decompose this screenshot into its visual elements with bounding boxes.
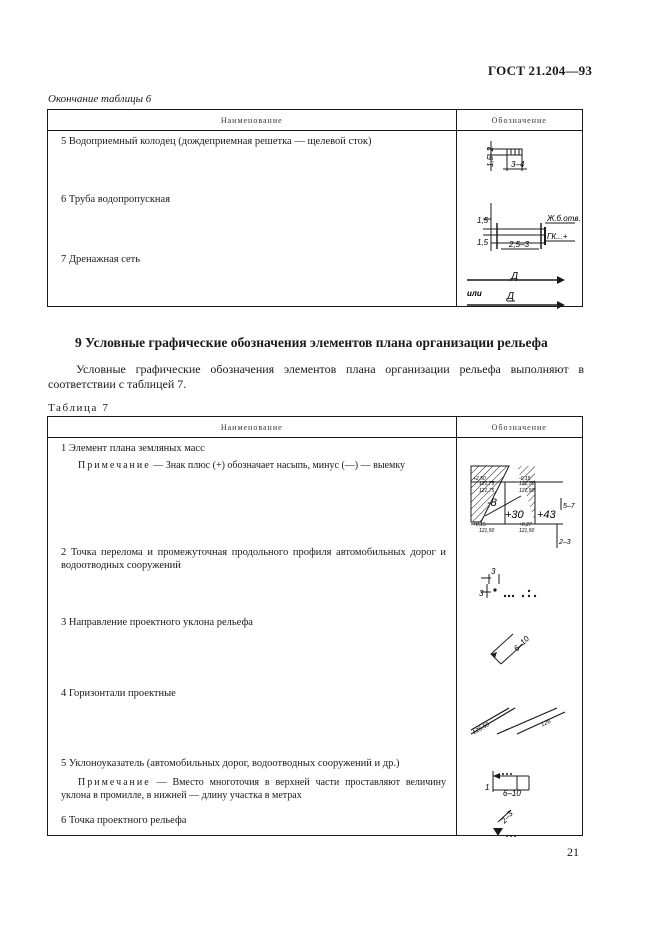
dim-label: 6–10	[511, 634, 531, 654]
dim-label: 3	[478, 589, 483, 598]
dim-label: 5–7	[562, 503, 575, 510]
col-header-symbol: Обозначение	[456, 110, 583, 131]
note-prefix: Примечание	[78, 777, 151, 788]
col-header-name: Наименование	[48, 110, 457, 131]
cut-value: -8	[486, 497, 497, 509]
fill-value: +43	[536, 509, 556, 521]
culvert-label-a: Ж.б.отв.	[546, 214, 581, 223]
mark-label: +0,27	[518, 522, 532, 528]
table-row: 2 Точка перелома и промежуточная продольного профиля автомобильных дорог и водоотводных сооружений	[61, 547, 446, 571]
dim-label: 2–3	[498, 809, 515, 826]
drainage-letter: Д	[506, 291, 514, 302]
dim-label: 3	[490, 567, 495, 576]
table7-caption: Таблица 7	[48, 402, 110, 414]
page-number: 21	[567, 845, 579, 859]
table-row: 6 Труба водопропускная	[61, 194, 171, 205]
note-text: — Вместо многоточия в верхней части проставляют величину уклона в промилле, в нижней — длину участка в метрах	[61, 777, 446, 801]
table-row: 1 Элемент плана земляных масс	[61, 443, 205, 454]
drainage-network-symbol	[457, 131, 583, 307]
mark-label: 121,50	[478, 528, 494, 534]
mark-label: 121,75	[478, 481, 494, 487]
dim-label: 6–10	[502, 789, 521, 798]
table-row: 4 Горизонтали проектные	[61, 688, 176, 699]
table-row: 6 Точка проектного рельефа	[61, 815, 187, 826]
section-paragraph: Условные графические обозначения элементов плана организации рельефа выполняют в соответствии с таблицей 7.	[48, 362, 584, 391]
table6-end	[47, 109, 583, 307]
section-title: 9 Условные графические обозначения элементов плана организации рельефа	[75, 335, 548, 350]
dim-label: 2–3	[558, 539, 571, 546]
mark-label: -0,15	[518, 476, 530, 482]
mark-label: 121,50	[518, 528, 534, 534]
col-header-symbol: Обозначение	[456, 417, 583, 438]
dim-label: 1,5	[476, 216, 488, 225]
table-row: 5 Уклоноуказатель (автомобильных дорог, водоотводных сооружений и др.)	[61, 758, 400, 769]
mark-label: +2,50	[472, 476, 486, 482]
standard-code: ГОСТ 21.204—93	[488, 63, 593, 78]
dim-label: 3–4	[510, 160, 524, 169]
table-note	[61, 459, 446, 472]
drainage-letter: Д	[510, 271, 518, 282]
dim-label: 1,5–2	[485, 146, 495, 167]
dim-label: 2,5–3	[508, 240, 529, 249]
table-row: 7 Дренажная сеть	[61, 254, 141, 265]
mark-label: +0,15	[472, 522, 486, 528]
mark-label: 121,70	[518, 481, 534, 487]
note-prefix: Примечание	[78, 460, 151, 471]
design-relief-point-symbol	[457, 438, 583, 836]
table6-names-cell	[48, 131, 457, 307]
col-header-name: Наименование	[48, 417, 457, 438]
contour-label: 125,50	[471, 721, 491, 737]
table6-caption: Окончание таблицы 6	[48, 93, 152, 105]
table6-symbols-cell	[456, 131, 583, 307]
culvert-label-b: ГК...+	[546, 232, 567, 241]
table7-names-cell	[48, 438, 457, 836]
dim-label: 1	[484, 783, 489, 792]
contour-label: 126	[539, 718, 552, 729]
mark-label: 121,50	[518, 488, 534, 494]
table-row: 5 Водоприемный колодец (дождеприемная решетка — щелевой сток)	[61, 136, 372, 147]
or-word: или	[466, 289, 482, 298]
note-text: — Знак плюс (+) обозначает насыпь, минус (—) — выемку	[150, 460, 406, 471]
table-note	[61, 776, 446, 802]
table-row: 3 Направление проектного уклона рельефа	[61, 617, 253, 628]
dim-label: 1,5	[476, 238, 488, 247]
table7-symbols-cell	[456, 438, 583, 836]
fill-value: +30	[504, 509, 524, 521]
table7	[47, 416, 583, 836]
mark-label: 121,75	[478, 488, 494, 494]
